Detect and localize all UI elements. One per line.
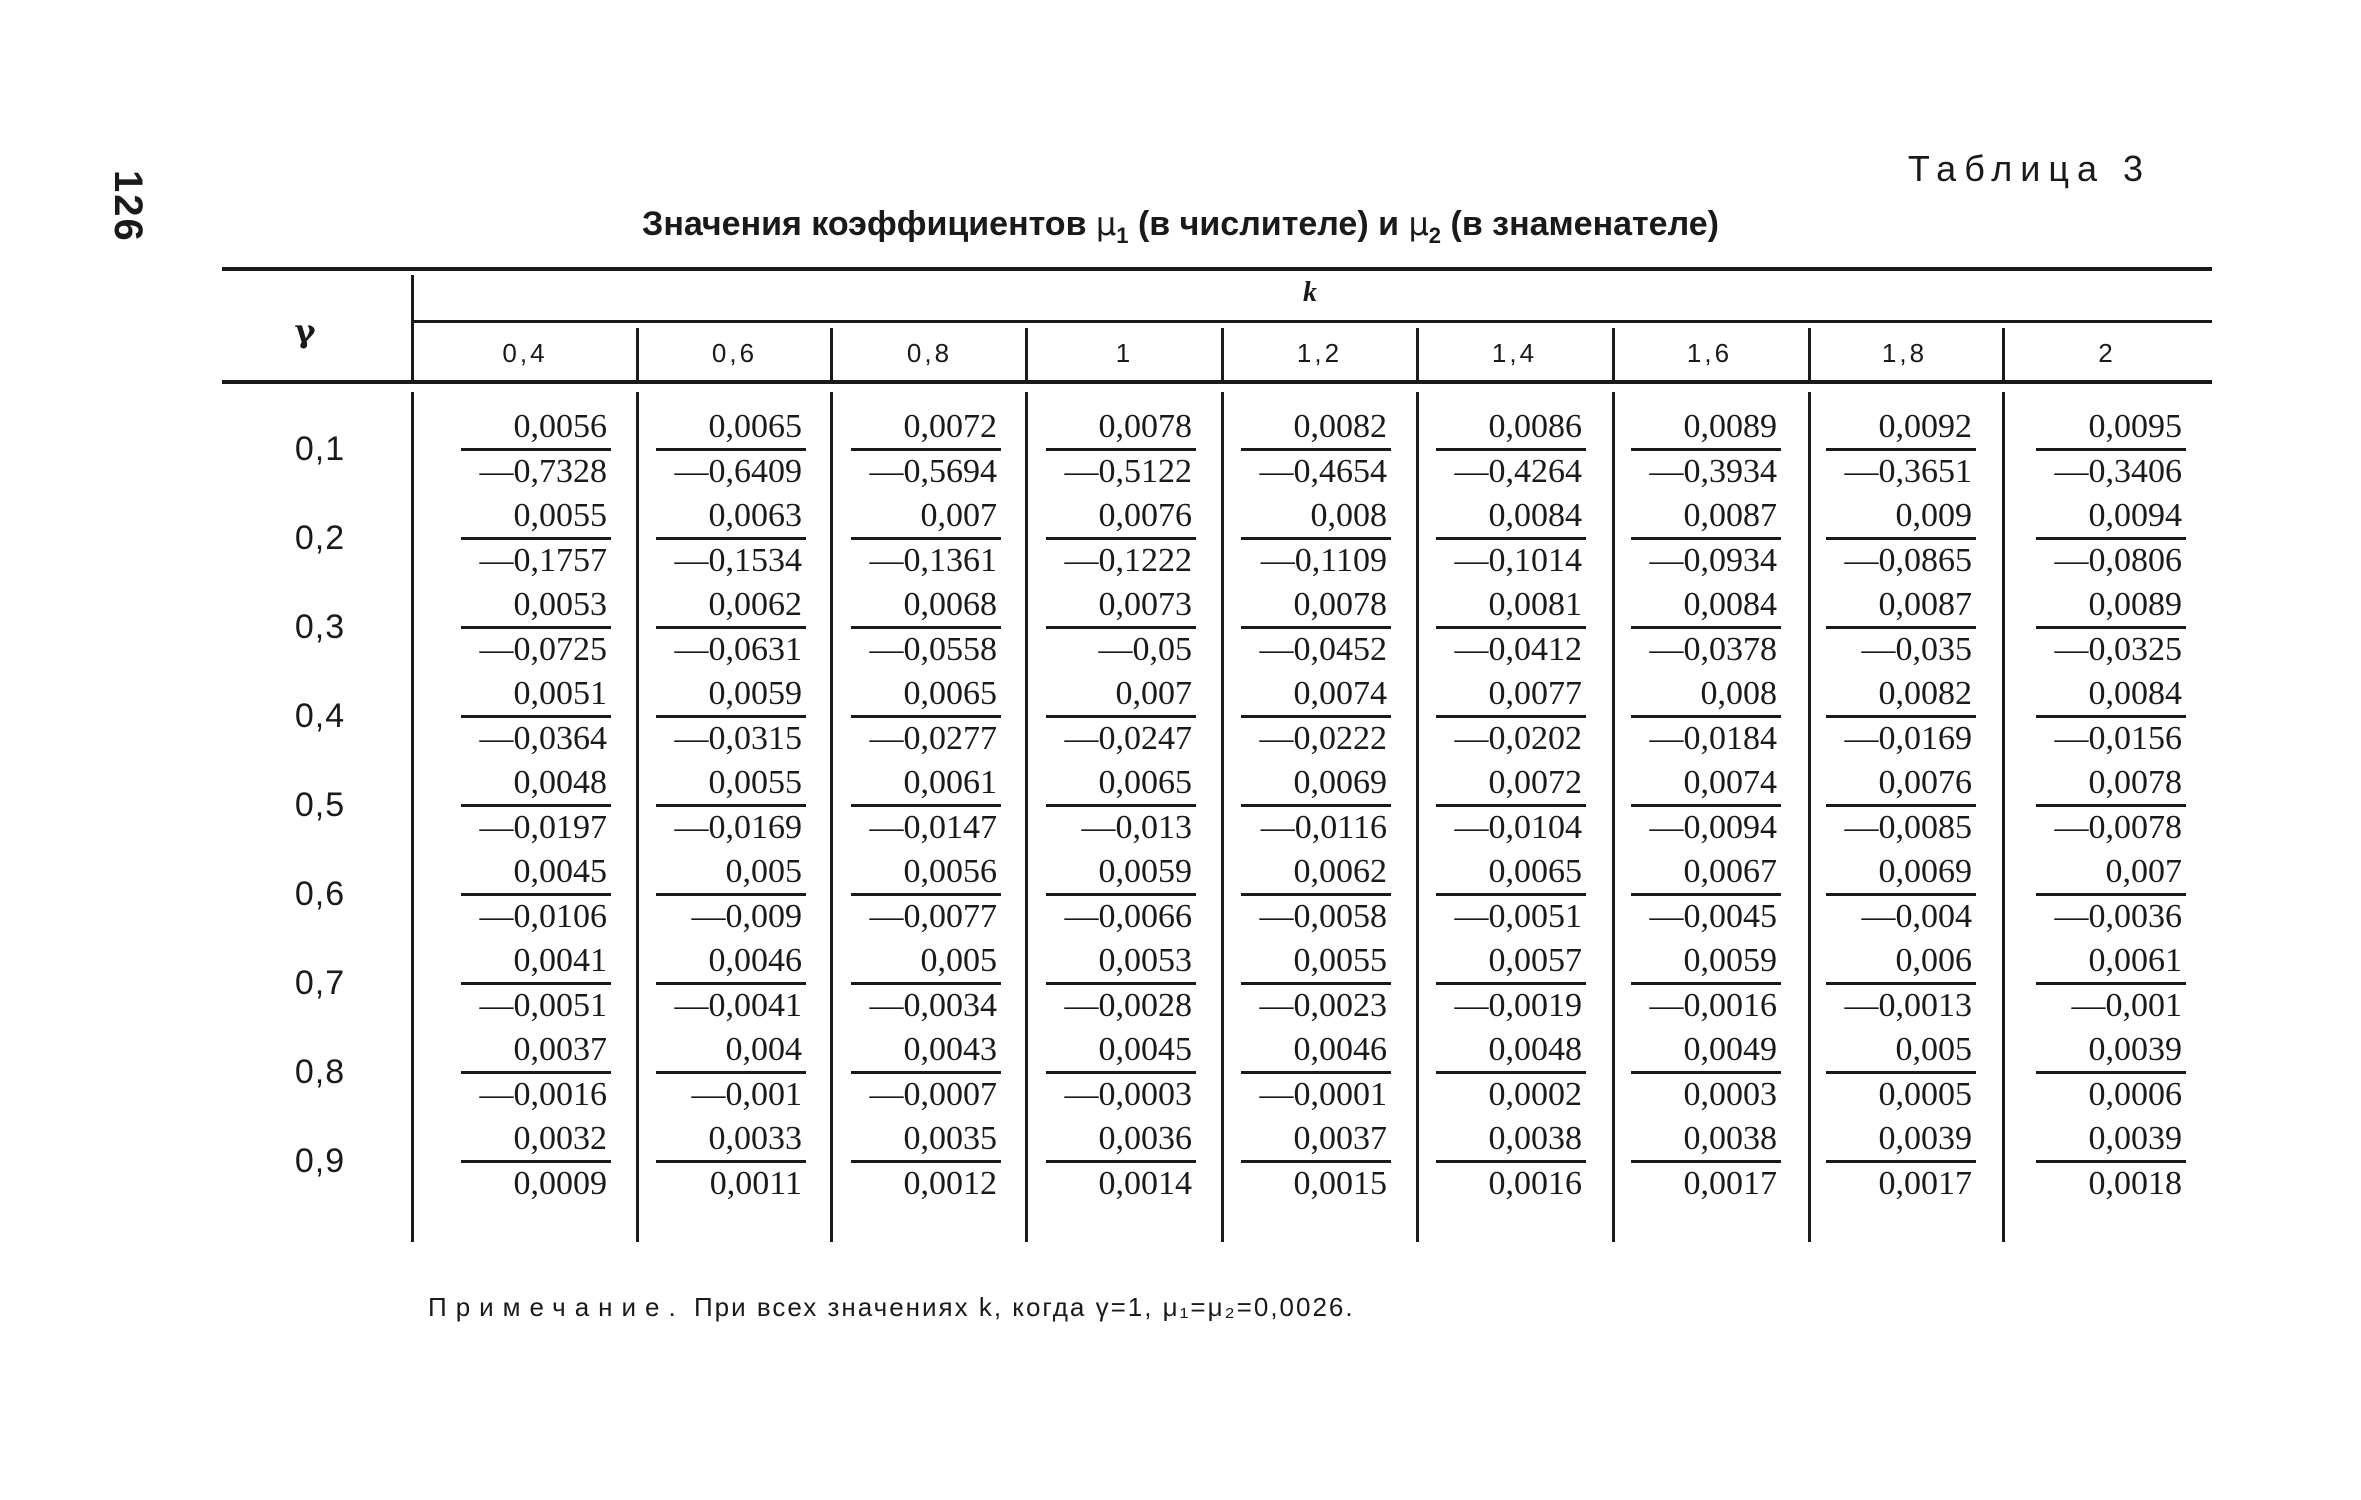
k-header: k	[1303, 277, 1317, 308]
fraction-cell	[1436, 495, 1586, 582]
mu2-value: —0,0934	[1649, 542, 1777, 579]
k-header-7: 1,8	[1881, 338, 1928, 368]
mu2-value: —0,0066	[1064, 898, 1192, 935]
mu1-value: 0,0059	[1631, 940, 1781, 985]
fraction-cell	[1046, 851, 1196, 938]
mu2-value: 0,0017	[1878, 1165, 1972, 1202]
mu2-value: —0,0028	[1064, 987, 1192, 1024]
mu1-value: 0,0065	[1436, 851, 1586, 896]
body-divider-2	[1025, 392, 1028, 1242]
mu2-value: —0,0019	[1454, 987, 1582, 1024]
mu1-value: 0,005	[1826, 1029, 1976, 1074]
mu2-value: —0,3651	[1844, 453, 1972, 490]
mu2-value: —0,001	[2071, 987, 2182, 1024]
gamma-value: 0,1	[294, 430, 346, 468]
fraction-cell	[656, 1029, 806, 1116]
k-header-4: 1,2	[1296, 338, 1343, 368]
mu2-value: —0,0247	[1064, 720, 1192, 757]
mu1-value: 0,006	[1826, 940, 1976, 985]
mu2-value: —0,0725	[479, 631, 607, 668]
mu1-value: 0,0073	[1046, 584, 1196, 629]
mu2-value: —0,5694	[869, 453, 997, 490]
fraction-cell	[1826, 851, 1976, 938]
mu2-value: —0,0169	[674, 809, 802, 846]
mu2-value: —0,0104	[1454, 809, 1582, 846]
fraction-cell	[656, 940, 806, 1027]
fraction-cell	[1826, 940, 1976, 1027]
mu1-value: 0,009	[1826, 495, 1976, 540]
table-note	[428, 1292, 1355, 1323]
fraction-cell	[1241, 762, 1391, 849]
mu2-value: —0,0315	[674, 720, 802, 757]
mu1-value: 0,0038	[1436, 1118, 1586, 1163]
mu2-value: —0,0412	[1454, 631, 1582, 668]
gamma-value: 0,8	[294, 1053, 346, 1091]
mu2-value: —0,0452	[1259, 631, 1387, 668]
mu2-value: —0,0016	[1649, 987, 1777, 1024]
fraction-cell	[1046, 406, 1196, 493]
body-divider-3	[1221, 392, 1224, 1242]
fraction-cell	[1241, 940, 1391, 1027]
fraction-cell	[1436, 851, 1586, 938]
body-divider-4	[1416, 392, 1419, 1242]
header-divider-7	[2002, 328, 2005, 380]
mu1-value: 0,0069	[1241, 762, 1391, 807]
mu1-value: 0,0089	[1631, 406, 1781, 451]
fraction-cell	[1826, 762, 1976, 849]
k-header-rule	[413, 320, 2212, 323]
mu1-value: 0,0076	[1826, 762, 1976, 807]
mu2-value: 0,0011	[709, 1165, 802, 1202]
fraction-cell	[1436, 1118, 1586, 1205]
header-divider-0	[636, 328, 639, 380]
fraction-cell	[1631, 673, 1781, 760]
table-title	[0, 205, 2361, 249]
fraction-cell	[656, 1118, 806, 1205]
mu1-value: 0,0084	[1436, 495, 1586, 540]
fraction-cell	[2036, 940, 2186, 1027]
fraction-cell	[851, 495, 1001, 582]
fraction-cell	[1436, 673, 1586, 760]
mu1-value: 0,0038	[1631, 1118, 1781, 1163]
mu1-value: 0,0059	[1046, 851, 1196, 896]
mu2-value: —0,1757	[479, 542, 607, 579]
mu1-value: 0,0065	[656, 406, 806, 451]
fraction-cell	[461, 851, 611, 938]
mu1-value: 0,0039	[1826, 1118, 1976, 1163]
mu1-value: 0,0053	[1046, 940, 1196, 985]
body-divider-0	[636, 392, 639, 1242]
mu1-value: 0,0082	[1241, 406, 1391, 451]
fraction-cell	[656, 673, 806, 760]
fraction-cell	[656, 584, 806, 671]
mu2-value: —0,0865	[1844, 542, 1972, 579]
mu1-value: 0,005	[851, 940, 1001, 985]
mu1-value: 0,0057	[1436, 940, 1586, 985]
gamma-value: 0,2	[294, 519, 346, 557]
mu2-value: —0,0378	[1649, 631, 1777, 668]
header-divider-5	[1612, 328, 1615, 380]
mu1-value: 0,0045	[1046, 1029, 1196, 1074]
gamma-value: 0,4	[294, 697, 346, 735]
mu1-value: 0,0041	[461, 940, 611, 985]
table-label: Таблица 3	[1907, 148, 2151, 189]
mu1-value: 0,0059	[656, 673, 806, 718]
fraction-cell	[1241, 673, 1391, 760]
fraction-cell	[656, 495, 806, 582]
mu2-value: 0,0006	[2088, 1076, 2182, 1113]
title-middle: (в числителе) и	[1128, 205, 1409, 243]
mu1-value: 0,0055	[1241, 940, 1391, 985]
mu1-value: 0,007	[851, 495, 1001, 540]
mu2-value: 0,0014	[1098, 1165, 1192, 1202]
fraction-cell	[1826, 673, 1976, 760]
fraction-cell	[2036, 762, 2186, 849]
fraction-cell	[1241, 406, 1391, 493]
fraction-cell	[2036, 406, 2186, 493]
k-header-5: 1,4	[1491, 338, 1538, 368]
fraction-cell	[851, 406, 1001, 493]
mu1-value: 0,0048	[461, 762, 611, 807]
mu2-value: —0,0013	[1844, 987, 1972, 1024]
body-divider-5	[1612, 392, 1615, 1242]
header-divider-4	[1416, 328, 1419, 380]
mu2-value: —0,0001	[1259, 1076, 1387, 1113]
mu2-value: —0,1014	[1454, 542, 1582, 579]
mu1-value: 0,0089	[2036, 584, 2186, 629]
mu1-value: 0,0087	[1631, 495, 1781, 540]
k-header-3: 1	[1115, 338, 1134, 368]
mu1-value: 0,0087	[1826, 584, 1976, 629]
mu2-value: 0,0017	[1683, 1165, 1777, 1202]
gamma-value: 0,6	[294, 875, 346, 913]
mu1-value: 0,0032	[461, 1118, 611, 1163]
mu2-value: 0,0005	[1878, 1076, 1972, 1113]
gamma-value: 0,9	[294, 1142, 346, 1180]
mu2-value: —0,0078	[2054, 809, 2182, 846]
mu2-value: —0,6409	[674, 453, 802, 490]
mu1-value: 0,0051	[461, 673, 611, 718]
fraction-cell	[1631, 406, 1781, 493]
note-label: Примечание.	[428, 1292, 685, 1322]
mu2-value: —0,0364	[479, 720, 607, 757]
mu2-value: —0,1534	[674, 542, 802, 579]
mu2-value: —0,0016	[479, 1076, 607, 1113]
fraction-cell	[1436, 584, 1586, 671]
fraction-cell	[2036, 1118, 2186, 1205]
fraction-cell	[851, 762, 1001, 849]
fraction-cell	[1826, 584, 1976, 671]
fraction-cell	[461, 940, 611, 1027]
mu1-value: 0,0077	[1436, 673, 1586, 718]
fraction-cell	[1241, 584, 1391, 671]
mu1-value: 0,0078	[2036, 762, 2186, 807]
k-header-1: 0,6	[711, 338, 758, 368]
mu1-value: 0,0033	[656, 1118, 806, 1163]
mu2-value: 0,0015	[1293, 1165, 1387, 1202]
mu2-value: —0,009	[691, 898, 802, 935]
mu-symbol-2: μ	[1408, 205, 1429, 243]
header-divider-2	[1025, 328, 1028, 380]
mu2-value: 0,0009	[513, 1165, 607, 1202]
mu1-value: 0,0078	[1241, 584, 1391, 629]
gamma-column-divider-body	[411, 392, 414, 1242]
fraction-cell	[851, 940, 1001, 1027]
mu1-value: 0,0037	[461, 1029, 611, 1074]
fraction-cell	[461, 495, 611, 582]
fraction-cell	[1631, 584, 1781, 671]
mu1-value: 0,0076	[1046, 495, 1196, 540]
fraction-cell	[1046, 495, 1196, 582]
mu2-value: —0,0558	[869, 631, 997, 668]
fraction-cell	[1631, 495, 1781, 582]
mu2-value: —0,0051	[1454, 898, 1582, 935]
mu1-value: 0,0078	[1046, 406, 1196, 451]
fraction-cell	[851, 584, 1001, 671]
fraction-cell	[1046, 940, 1196, 1027]
k-header-2: 0,8	[906, 338, 953, 368]
mu2-value: —0,001	[691, 1076, 802, 1113]
body-divider-7	[2002, 392, 2005, 1242]
mu1-value: 0,0074	[1241, 673, 1391, 718]
mu2-value: —0,0222	[1259, 720, 1387, 757]
fraction-cell	[461, 673, 611, 760]
mu2-value: —0,0184	[1649, 720, 1777, 757]
fraction-cell	[851, 1029, 1001, 1116]
title-suffix: (в знаменателе)	[1441, 205, 1719, 243]
mu1-value: 0,0039	[2036, 1118, 2186, 1163]
mu2-value: —0,3406	[2054, 453, 2182, 490]
mu-subscript-2: 2	[1428, 222, 1442, 248]
mu2-value: —0,0058	[1259, 898, 1387, 935]
mu1-value: 0,0046	[656, 940, 806, 985]
mu1-value: 0,0048	[1436, 1029, 1586, 1074]
mu2-value: 0,0003	[1683, 1076, 1777, 1113]
mu1-value: 0,0049	[1631, 1029, 1781, 1074]
k-header-0: 0,4	[502, 338, 548, 368]
mu1-value: 0,0056	[851, 851, 1001, 896]
mu1-value: 0,0067	[1631, 851, 1781, 896]
mu2-value: —0,0325	[2054, 631, 2182, 668]
fraction-cell	[1631, 940, 1781, 1027]
mu1-value: 0,0069	[1826, 851, 1976, 896]
mu1-value: 0,0062	[1241, 851, 1391, 896]
mu2-value: —0,0156	[2054, 720, 2182, 757]
mu1-value: 0,0061	[851, 762, 1001, 807]
mu2-value: —0,004	[1861, 898, 1972, 935]
mu1-value: 0,0056	[461, 406, 611, 451]
mu1-value: 0,0037	[1241, 1118, 1391, 1163]
fraction-cell	[1631, 1029, 1781, 1116]
mu2-value: —0,0094	[1649, 809, 1777, 846]
fraction-cell	[461, 1118, 611, 1205]
fraction-cell	[2036, 673, 2186, 760]
fraction-cell	[1436, 1029, 1586, 1116]
mu2-value: —0,0277	[869, 720, 997, 757]
mu1-value: 0,0055	[656, 762, 806, 807]
fraction-cell	[656, 851, 806, 938]
fraction-cell	[656, 406, 806, 493]
mu2-value: —0,1361	[869, 542, 997, 579]
mu1-value: 0,0062	[656, 584, 806, 629]
fraction-cell	[1826, 1118, 1976, 1205]
header-divider-1	[830, 328, 833, 380]
fraction-cell	[1436, 406, 1586, 493]
mu2-value: 0,0018	[2088, 1165, 2182, 1202]
header-divider-3	[1221, 328, 1224, 380]
mu1-value: 0,0072	[1436, 762, 1586, 807]
gamma-value: 0,3	[294, 608, 346, 646]
fraction-cell	[2036, 851, 2186, 938]
mu2-value: 0,0016	[1488, 1165, 1582, 1202]
mu-subscript-1: 1	[1116, 222, 1129, 248]
mu2-value: —0,0041	[674, 987, 802, 1024]
fraction-cell	[1046, 584, 1196, 671]
k-header-8: 2	[2098, 338, 2116, 368]
mu1-value: 0,0084	[1631, 584, 1781, 629]
mu1-value: 0,0035	[851, 1118, 1001, 1163]
mu2-value: —0,0007	[869, 1076, 997, 1113]
fraction-cell	[1241, 1118, 1391, 1205]
mu2-value: —0,0106	[479, 898, 607, 935]
mu1-value: 0,0039	[2036, 1029, 2186, 1074]
fraction-cell	[1241, 495, 1391, 582]
mu2-value: —0,0036	[2054, 898, 2182, 935]
mu1-value: 0,0095	[2036, 406, 2186, 451]
mu1-value: 0,0065	[851, 673, 1001, 718]
fraction-cell	[461, 762, 611, 849]
mu1-value: 0,0036	[1046, 1118, 1196, 1163]
body-divider-1	[830, 392, 833, 1242]
mu2-value: —0,0202	[1454, 720, 1582, 757]
mu2-value: —0,0116	[1260, 809, 1387, 846]
mu2-value: —0,013	[1081, 809, 1192, 846]
mu1-value: 0,0065	[1046, 762, 1196, 807]
fraction-cell	[1046, 673, 1196, 760]
mu2-value: —0,0051	[479, 987, 607, 1024]
mu2-value: —0,0806	[2054, 542, 2182, 579]
mu1-value: 0,0081	[1436, 584, 1586, 629]
mu2-value: —0,1222	[1064, 542, 1192, 579]
mu1-value: 0,0072	[851, 406, 1001, 451]
mu1-value: 0,0061	[2036, 940, 2186, 985]
fraction-cell	[2036, 1029, 2186, 1116]
mu2-value: —0,0077	[869, 898, 997, 935]
mu1-value: 0,0068	[851, 584, 1001, 629]
mu1-value: 0,008	[1241, 495, 1391, 540]
fraction-cell	[461, 1029, 611, 1116]
fraction-cell	[1046, 1029, 1196, 1116]
fraction-cell	[1436, 940, 1586, 1027]
mu2-value: —0,0023	[1259, 987, 1387, 1024]
mu2-value: —0,0034	[869, 987, 997, 1024]
mu2-value: —0,0169	[1844, 720, 1972, 757]
fraction-cell	[1631, 762, 1781, 849]
mu2-value: —0,4264	[1454, 453, 1582, 490]
mu1-value: 0,0084	[2036, 673, 2186, 718]
fraction-cell	[1046, 762, 1196, 849]
fraction-cell	[1826, 495, 1976, 582]
mu2-value: 0,0012	[903, 1165, 997, 1202]
mu2-value: —0,3934	[1649, 453, 1777, 490]
mu1-value: 0,0094	[2036, 495, 2186, 540]
gamma-value: 0,5	[294, 786, 346, 824]
fraction-cell	[656, 762, 806, 849]
fraction-cell	[851, 673, 1001, 760]
mu2-value: —0,035	[1861, 631, 1972, 668]
fraction-cell	[1631, 851, 1781, 938]
mu2-value: —0,0045	[1649, 898, 1777, 935]
k-header-6: 1,6	[1686, 338, 1733, 368]
mu1-value: 0,0086	[1436, 406, 1586, 451]
mu2-value: —0,05	[1098, 631, 1192, 668]
title-prefix: Значения коэффициентов	[642, 205, 1096, 243]
fraction-cell	[1826, 406, 1976, 493]
fraction-cell	[1631, 1118, 1781, 1205]
mu2-value: —0,1109	[1260, 542, 1387, 579]
fraction-cell	[851, 1118, 1001, 1205]
mu1-value: 0,0043	[851, 1029, 1001, 1074]
mu2-value: —0,0197	[479, 809, 607, 846]
fraction-cell	[1436, 762, 1586, 849]
gamma-header: γ	[294, 312, 316, 350]
mu1-value: 0,0082	[1826, 673, 1976, 718]
mu1-value: 0,0046	[1241, 1029, 1391, 1074]
mu2-value: —0,0003	[1064, 1076, 1192, 1113]
fraction-cell	[1241, 1029, 1391, 1116]
mu1-value: 0,008	[1631, 673, 1781, 718]
mu2-value: —0,0631	[674, 631, 802, 668]
mu1-value: 0,007	[2036, 851, 2186, 896]
fraction-cell	[461, 584, 611, 671]
mu-symbol-1: μ	[1095, 205, 1117, 243]
mu2-value: —0,0085	[1844, 809, 1972, 846]
mu1-value: 0,004	[656, 1029, 806, 1074]
header-divider-6	[1808, 328, 1811, 380]
mu2-value: —0,5122	[1064, 453, 1192, 490]
fraction-cell	[2036, 495, 2186, 582]
mu2-value: 0,0002	[1488, 1076, 1582, 1113]
fraction-cell	[1046, 1118, 1196, 1205]
mu1-value: 0,0045	[461, 851, 611, 896]
fraction-cell	[1826, 1029, 1976, 1116]
fraction-cell	[851, 851, 1001, 938]
mu1-value: 0,0063	[656, 495, 806, 540]
mu1-value: 0,0053	[461, 584, 611, 629]
fraction-cell	[2036, 584, 2186, 671]
gamma-value: 0,7	[294, 964, 346, 1002]
mu2-value: —0,0147	[869, 809, 997, 846]
mu2-value: —0,7328	[479, 453, 607, 490]
mu1-value: 0,005	[656, 851, 806, 896]
mu2-value: —0,4654	[1259, 453, 1387, 490]
fraction-cell	[1241, 851, 1391, 938]
mu1-value: 0,0092	[1826, 406, 1976, 451]
mu1-value: 0,0055	[461, 495, 611, 540]
page-number: 126	[106, 170, 150, 243]
mu1-value: 0,007	[1046, 673, 1196, 718]
body-divider-6	[1808, 392, 1811, 1242]
fraction-cell	[461, 406, 611, 493]
note-text: При всех значениях k, когда γ=1, μ₁=μ₂=0,0026.	[693, 1292, 1355, 1322]
header-bottom-rule	[222, 380, 2212, 384]
mu1-value: 0,0074	[1631, 762, 1781, 807]
table-top-rule	[222, 267, 2212, 271]
